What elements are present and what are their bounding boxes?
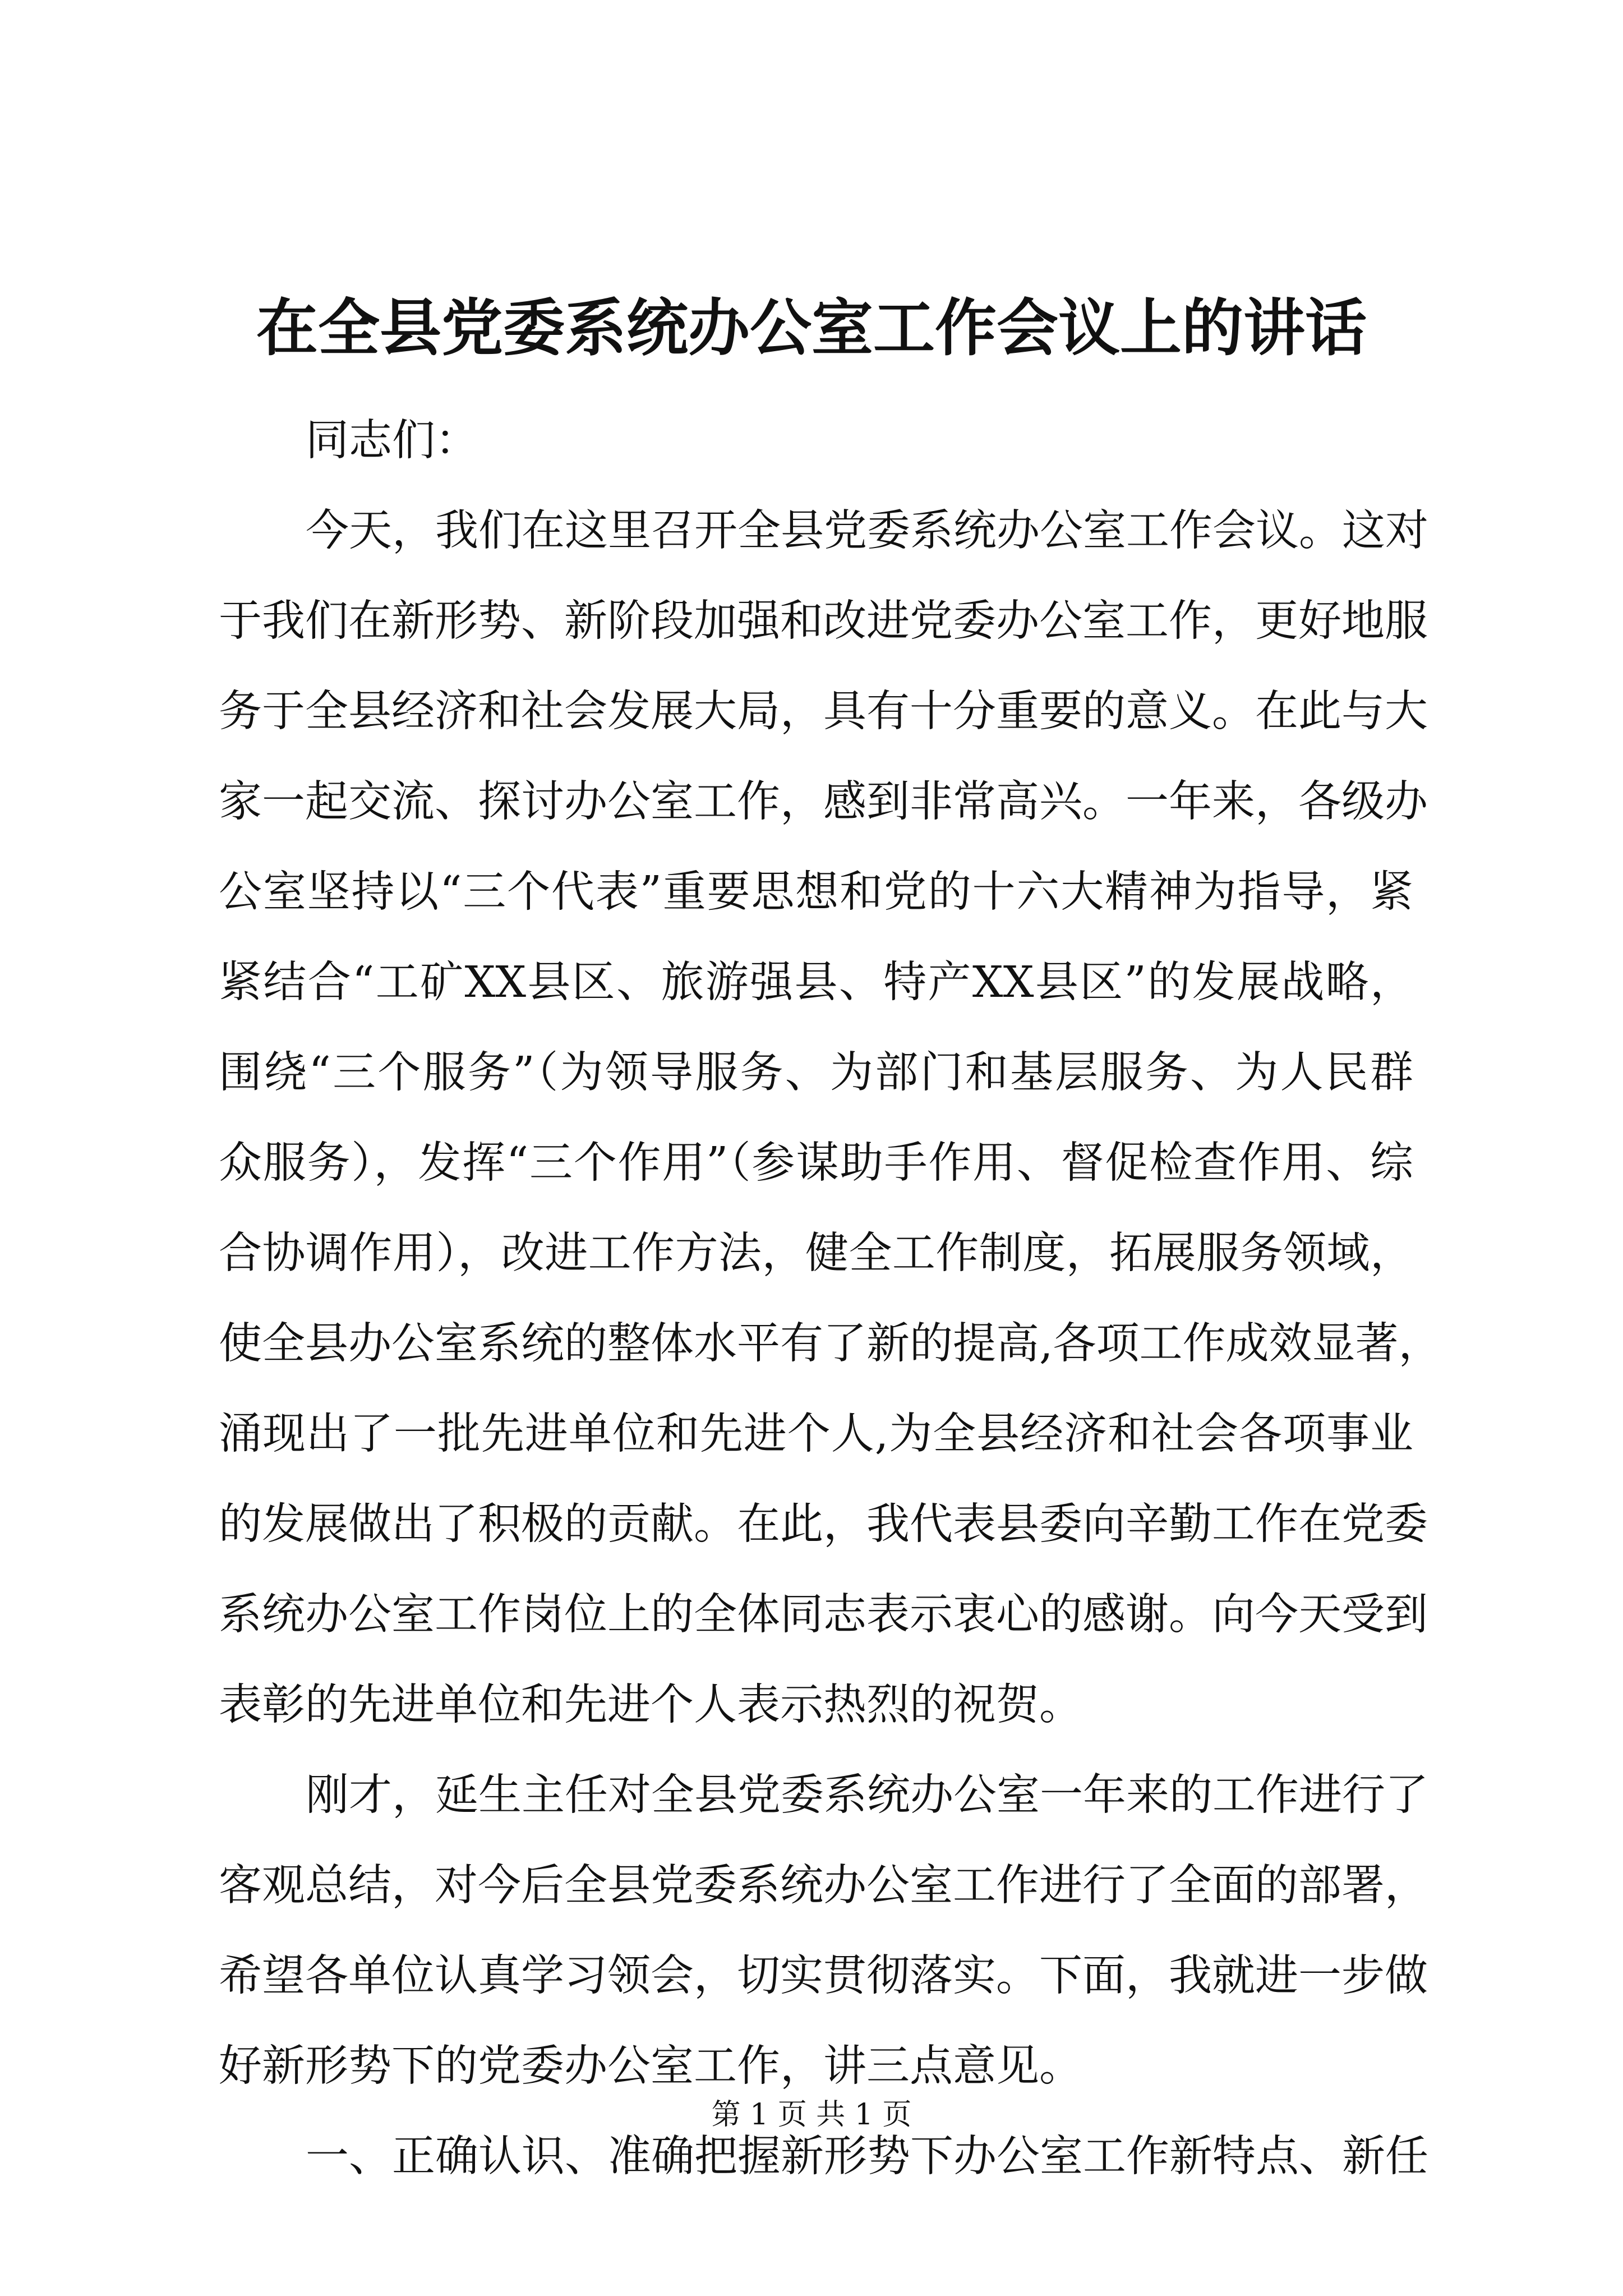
- body-line: 客观总结，对今后全县党委系统办公室工作进行了全面的部署，: [219, 1861, 1428, 1911]
- body-line: 涌现出了一批先进单位和先进个人,为全县经济和社会各项事业: [219, 1409, 1413, 1459]
- body-line: 一、正确认识、准确把握新形势下办公室工作新特点、新任: [306, 2132, 1428, 2182]
- body-line: 紧结合“工矿XX县区、旅游强县、特产XX县区”的发展战略，: [219, 958, 1413, 1007]
- body-line: 表彰的先进单位和先进个人表示热烈的祝贺。: [219, 1680, 1082, 1730]
- page-footer: 第 1 页 共 1 页: [711, 2098, 912, 2132]
- body-line: 好新形势下的党委办公室工作，讲三点意见。: [219, 2041, 1082, 2091]
- body-line: 务于全县经济和社会发展大局，具有十分重要的意义。在此与大: [219, 687, 1428, 737]
- body-line: 于我们在新形势、新阶段加强和改进党委办公室工作，更好地服: [219, 596, 1428, 646]
- body-line: 公室坚持以“三个代表”重要思想和党的十六大精神为指导，紧: [219, 867, 1413, 917]
- body-line: 围绕“三个服务”（为领导服务、为部门和基层服务、为人民群: [219, 1048, 1413, 1098]
- body-line: 同志们：: [306, 416, 478, 466]
- body-line: 家一起交流、探讨办公室工作，感到非常高兴。一年来，各级办: [219, 777, 1428, 827]
- document-title: 在全县党委系统办公室工作会议上的讲话: [256, 292, 1367, 364]
- body-line: 使全县办公室系统的整体水平有了新的提高,各项工作成效显著，: [219, 1319, 1442, 1369]
- body-line: 今天，我们在这里召开全县党委系统办公室工作会议。这对: [306, 506, 1428, 556]
- body-line: 的发展做出了积极的贡献。在此，我代表县委向辛勤工作在党委: [219, 1499, 1428, 1549]
- body-line: 合协调作用），改进工作方法，健全工作制度，拓展服务领域，: [219, 1228, 1413, 1278]
- body-line: 众服务），发挥“三个作用”（参谋助手作用、督促检查作用、综: [219, 1138, 1413, 1188]
- body-line: 刚才，延生主任对全县党委系统办公室一年来的工作进行了: [306, 1770, 1428, 1820]
- body-line: 系统办公室工作岗位上的全体同志表示衷心的感谢。向今天受到: [219, 1590, 1428, 1640]
- document-body: [219, 395, 1442, 2202]
- body-line: 希望各单位认真学习领会，切实贯彻落实。下面，我就进一步做: [219, 1951, 1428, 2001]
